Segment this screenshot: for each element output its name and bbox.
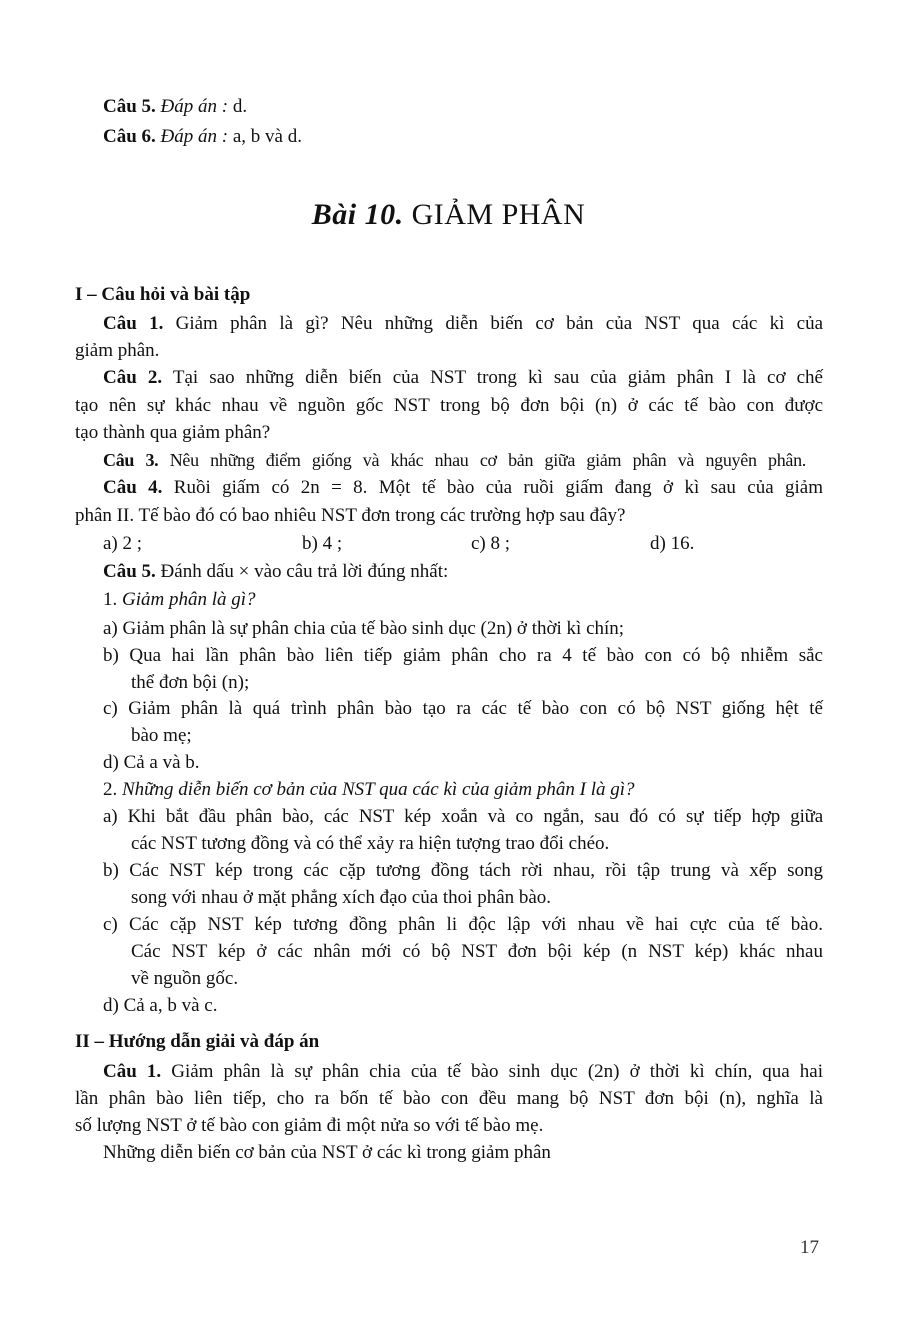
- q2-line2: tạo nên sự khác nhau về nguồn gốc NST trong bộ đơn bội (n) ở các tế bào con được: [75, 395, 823, 416]
- question-text: Giảm phân là gì? Nêu những diễn biến cơ bản của NST qua các kì của: [175, 313, 824, 334]
- q5-sub2-a2: các NST tương đồng và có thể xảy ra hiện tượng trao đổi chéo.: [131, 833, 610, 854]
- question-label: Câu 2.: [103, 367, 163, 388]
- question-label: Câu 6.: [103, 126, 156, 147]
- answer-text: Giảm phân là sự phân chia của tế bào sinh dục (2n) ở thời kì chín, qua hai: [171, 1061, 824, 1082]
- q2-line3: tạo thành qua giảm phân?: [75, 422, 271, 443]
- answer-value: a, b và d.: [232, 126, 302, 147]
- question-label: Câu 1.: [103, 1061, 162, 1082]
- q5-sub2-d: d) Cả a, b và c.: [103, 995, 218, 1016]
- q5-sub2-c2: Các NST kép ở các nhân mới có bộ NST đơn bội kép (n NST kép) khác nhau: [131, 941, 823, 962]
- answer-line-6: [103, 125, 302, 149]
- option-b: b) 4 ;: [302, 533, 343, 554]
- q5-sub2-b1: b) Các NST kép trong các cặp tương đồng tách rời nhau, rồi tập trung và xếp song: [103, 860, 823, 881]
- q1-line2: giảm phân.: [75, 340, 160, 361]
- option-d: d) 16.: [650, 533, 695, 554]
- lesson-number: Bài 10.: [311, 198, 404, 231]
- section-heading-2: II – Hướng dẫn giải và đáp án: [75, 1031, 320, 1052]
- question-text: Ruồi giấm có 2n = 8. Một tế bào của ruồi giấm đang ở kì sau của giảm: [173, 477, 823, 498]
- option-c: c) 8 ;: [471, 533, 511, 554]
- q5-sub1-d: d) Cả a và b.: [103, 752, 200, 773]
- a1-line2: lần phân bào liên tiếp, cho ra bốn tế bào con đều mang bộ NST đơn bội (n), nghĩa là: [75, 1088, 823, 1109]
- question-label: Câu 4.: [103, 477, 163, 498]
- q5-sub1-c1: c) Giảm phân là quá trình phân bào tạo ra các tế bào con có bộ NST giống hệt tế: [103, 698, 823, 719]
- question-label: Câu 5.: [103, 561, 156, 582]
- q5-sub2-b2: song với nhau ở mặt phẳng xích đạo của thoi phân bào.: [131, 887, 552, 908]
- q5-sub2-c3: về nguồn gốc.: [131, 968, 239, 989]
- answer-label: Đáp án :: [160, 126, 229, 147]
- answer-label: Đáp án :: [160, 96, 229, 117]
- sub-question: Giảm phân là gì?: [122, 589, 256, 610]
- question-text: Tại sao những diễn biến của NST trong kì sau của giảm phân I là cơ chế: [172, 367, 823, 388]
- lesson-title: [0, 198, 897, 232]
- q1-line1: [103, 312, 823, 336]
- q4-line2: phân II. Tế bào đó có bao nhiêu NST đơn trong các trường hợp sau đây?: [75, 505, 626, 526]
- sub-number: 1.: [103, 589, 118, 610]
- a1-line1: [103, 1060, 823, 1084]
- q5-sub1-a: a) Giảm phân là sự phân chia của tế bào sinh dục (2n) ở thời kì chín;: [103, 618, 625, 639]
- answer-paragraph: Những diễn biến cơ bản của NST ở các kì trong giảm phân: [103, 1142, 551, 1163]
- sub-question: Những diễn biến cơ bản của NST qua các kì của giảm phân I là gì?: [122, 779, 635, 800]
- question-label: Câu 3.: [103, 450, 159, 470]
- q5-sub2-question: [103, 778, 635, 802]
- page-number: 17: [800, 1237, 819, 1258]
- q4-options: [0, 532, 897, 556]
- q5-line: [103, 560, 448, 584]
- q5-sub1-b2: thể đơn bội (n);: [131, 672, 250, 693]
- q3-line: [103, 448, 806, 472]
- q4-line1: [103, 476, 823, 500]
- q2-line1: [103, 366, 823, 390]
- q5-sub1-c2: bào mẹ;: [131, 725, 192, 746]
- sub-number: 2.: [103, 779, 118, 800]
- question-label: Câu 5.: [103, 96, 156, 117]
- section-heading-1: I – Câu hỏi và bài tập: [75, 284, 251, 305]
- question-text: Nêu những điểm giống và khác nhau cơ bản giữa giảm phân và nguyên phân.: [169, 450, 806, 470]
- q5-sub2-a1: a) Khi bắt đầu phân bào, các NST kép xoắn và co ngắn, sau đó có sự tiếp hợp giữa: [103, 806, 823, 827]
- q5-sub1-question: [103, 588, 256, 612]
- q5-sub2-c1: c) Các cặp NST kép tương đồng phân li độc lập với nhau về hai cực của tế bào.: [103, 914, 823, 935]
- option-a: a) 2 ;: [103, 533, 143, 554]
- a1-line3: số lượng NST ở tế bào con giảm đi một nửa so với tế bào mẹ.: [75, 1115, 544, 1136]
- answer-value: d.: [232, 96, 248, 117]
- answer-line-5: [103, 95, 247, 119]
- question-label: Câu 1.: [103, 313, 164, 334]
- q5-sub1-b1: b) Qua hai lần phân bào liên tiếp giảm phân cho ra 4 tế bào con có bộ nhiễm sắc: [103, 645, 823, 666]
- lesson-name: GIẢM PHÂN: [411, 198, 586, 231]
- question-text: Đánh dấu × vào câu trả lời đúng nhất:: [160, 561, 449, 582]
